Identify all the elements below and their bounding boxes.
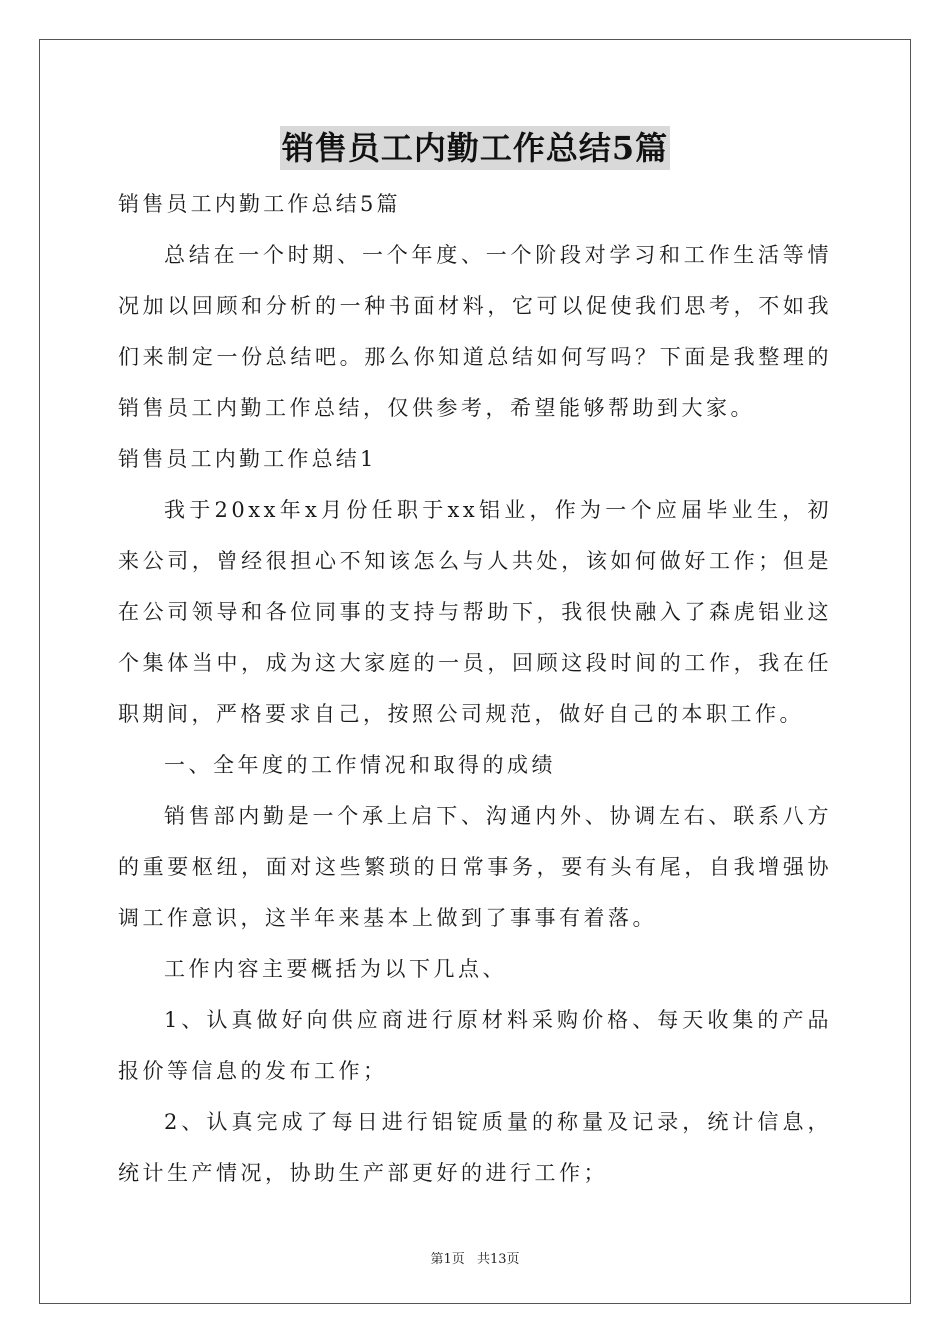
page-number: 第1页	[430, 1252, 465, 1267]
title-wrap	[0, 126, 950, 170]
document-subtitle: 销售员工内勤工作总结5篇	[118, 192, 401, 216]
document-body	[118, 179, 832, 1199]
list-item-2: 2、认真完成了每日进行铝锭质量的称量及记录，统计信息，统计生产情况，协助生产部更好的进行工作；	[118, 1110, 832, 1185]
document-title: 销售员工内勤工作总结5篇	[280, 126, 670, 170]
section-heading-1: 销售员工内勤工作总结1	[118, 447, 377, 471]
page-total: 共13页	[476, 1252, 520, 1267]
page-footer	[0, 1248, 950, 1267]
paragraph-3: 工作内容主要概括为以下几点、	[164, 957, 507, 981]
paragraph-1: 我于20xx年x月份任职于xx铝业，作为一个应届毕业生，初来公司，曾经很担心不知该怎么与人共处，该如何做好工作；但是在公司领导和各位同事的支持与帮助下，我很快融入了森虎铝业这个集体当中，成为这大家庭的一员，回顾这段时间的工作，我在任职期间，严格要求自己，按照公司规范，做好自己的本职工作。	[118, 498, 832, 726]
paragraph-2: 销售部内勤是一个承上启下、沟通内外、协调左右、联系八方的重要枢纽，面对这些繁琐的日常事务，要有头有尾，自我增强协调工作意识，这半年来基本上做到了事事有着落。	[118, 804, 832, 930]
list-item-1: 1、认真做好向供应商进行原材料采购价格、每天收集的产品报价等信息的发布工作；	[118, 1008, 832, 1083]
sub-heading-1: 一、全年度的工作情况和取得的成绩	[164, 753, 556, 777]
intro-paragraph: 总结在一个时期、一个年度、一个阶段对学习和工作生活等情况加以回顾和分析的一种书面材料，它可以促使我们思考，不如我们来制定一份总结吧。那么你知道总结如何写吗？下面是我整理的销售员工内勤工作总结，仅供参考，希望能够帮助到大家。	[118, 243, 832, 420]
